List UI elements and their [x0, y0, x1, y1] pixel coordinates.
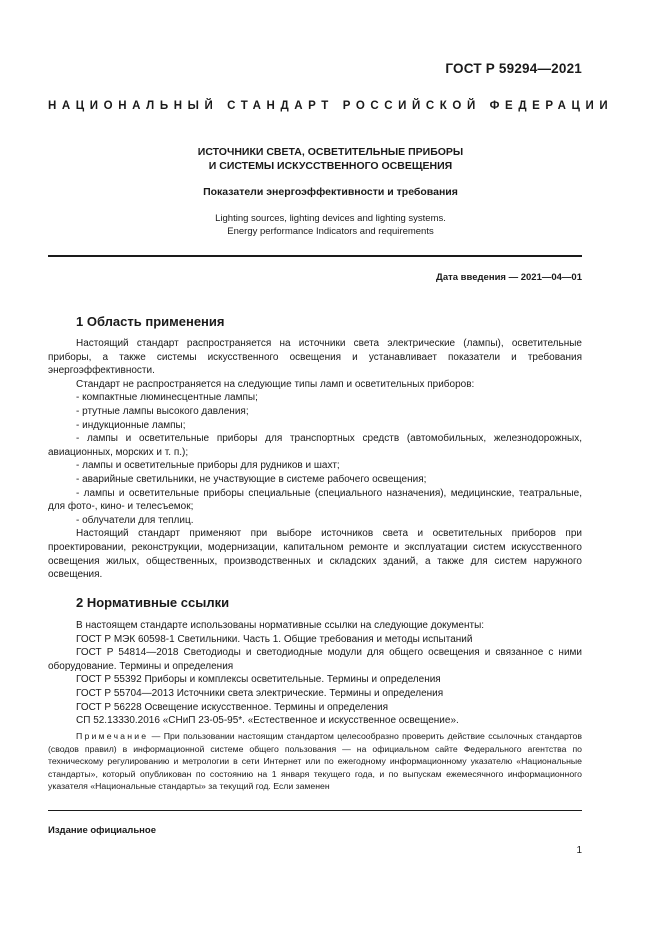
list-item: - лампы и осветительные приборы для транспортных средств (автомобильных, железнодорожных, авиационных, морских и т. п.); [48, 433, 582, 458]
note-block [48, 730, 582, 793]
list-item: - аварийные светильники, не участвующие в системе рабочего освещения; [76, 473, 427, 485]
document-subtitle: Показатели энергоэффективности и требования [203, 186, 458, 198]
paragraph: В настоящем стандарте использованы нормативные ссылки на следующие документы: [76, 620, 485, 631]
note-label: Примечание [76, 731, 149, 741]
introduction-date: Дата введения — 2021—04—01 [436, 272, 582, 283]
paragraph: Стандарт не распространяется на следующие типы ламп и осветительных приборов: [76, 378, 475, 390]
list-item: - ртутные лампы высокого давления; [76, 405, 249, 417]
reference-item: ГОСТ Р МЭК 60598-1 Светильники. Часть 1. Общие требования и методы испытаний [76, 633, 473, 645]
title-line-1: ИСТОЧНИКИ СВЕТА, ОСВЕТИТЕЛЬНЫЕ ПРИБОРЫ [197, 146, 464, 158]
list-item: - лампы и осветительные приборы для рудников и шахт; [76, 460, 340, 472]
reference-item: СП 52.13330.2016 «СНиП 23-05-95*. «Естественное и искусственное освещение». [76, 715, 459, 727]
document-code: ГОСТ Р 59294—2021 [445, 61, 582, 76]
note-text: — При пользовании настоящим стандартом целесообразно проверить действие ссылочных стандартов (сводов правил) в информационной системе общего пользования — на официальном сайте Федерального агентства по техническому регулированию и метрологии в сети Интернет или по ежегодному информационному указателю «Национальные стандарты», который опубликован по состоянию на 1 января текущего года, и по выпускам ежемесячного информационного указателя «Национальные стандарты» за текущий год. Если заменен [48, 731, 582, 792]
section-1-body [48, 337, 582, 582]
paragraph: Настоящий стандарт применяют при выборе источников света и осветительных приборов при проектировании, реконструкции, модернизации, капитальном ремонте и эксплуатации систем искусственного освещения жилых, общественных, производственных и складских зданий, а также для систем наружного освещения. [48, 528, 582, 581]
list-item: - индукционные лампы; [76, 419, 186, 431]
paragraph: Настоящий стандарт распространяется на источники света электрические (лампы), осветительные приборы, а также системы искусственного освещения и устанавливает показатели и требования энергоэффективности. [48, 338, 582, 377]
reference-item: ГОСТ Р 55392 Приборы и комплексы осветительные. Термины и определения [76, 674, 441, 686]
official-edition-label: Издание официальное [48, 825, 156, 836]
header-divider [48, 255, 582, 257]
english-title-line-2: Energy performance Indicators and requirements [227, 226, 434, 237]
section-1-heading: 1 Область применения [76, 314, 225, 329]
reference-item: ГОСТ Р 56228 Освещение искусственное. Термины и определения [76, 701, 388, 713]
english-title-line-1: Lighting sources, lighting devices and lighting systems. [215, 213, 446, 224]
reference-item: ГОСТ Р 54814—2018 Светодиоды и светодиодные модули для общего освещения и связанное с ними оборудование. Термины и определения [48, 647, 582, 672]
section-2-heading: 2 Нормативные ссылки [76, 595, 230, 610]
list-item: - облучатели для теплиц. [76, 514, 194, 526]
list-item: - компактные люминесцентные лампы; [76, 392, 258, 404]
section-2-body [48, 619, 582, 728]
document-title [48, 145, 613, 173]
list-item: - лампы и осветительные приборы специальные (специального назначения), медицинские, театральные, для фото-, кино- и телесъемок; [48, 487, 582, 513]
reference-item: ГОСТ Р 55704—2013 Источники света электрические. Термины и определения [76, 687, 444, 699]
page-number: 1 [576, 845, 582, 856]
national-standard-banner: НАЦИОНАЛЬНЫЙ СТАНДАРТ РОССИЙСКОЙ ФЕДЕРАЦИИ [48, 100, 614, 112]
footer-divider [48, 810, 582, 811]
english-title [48, 212, 613, 238]
title-line-2: И СИСТЕМЫ ИСКУССТВЕННОГО ОСВЕЩЕНИЯ [208, 160, 453, 172]
